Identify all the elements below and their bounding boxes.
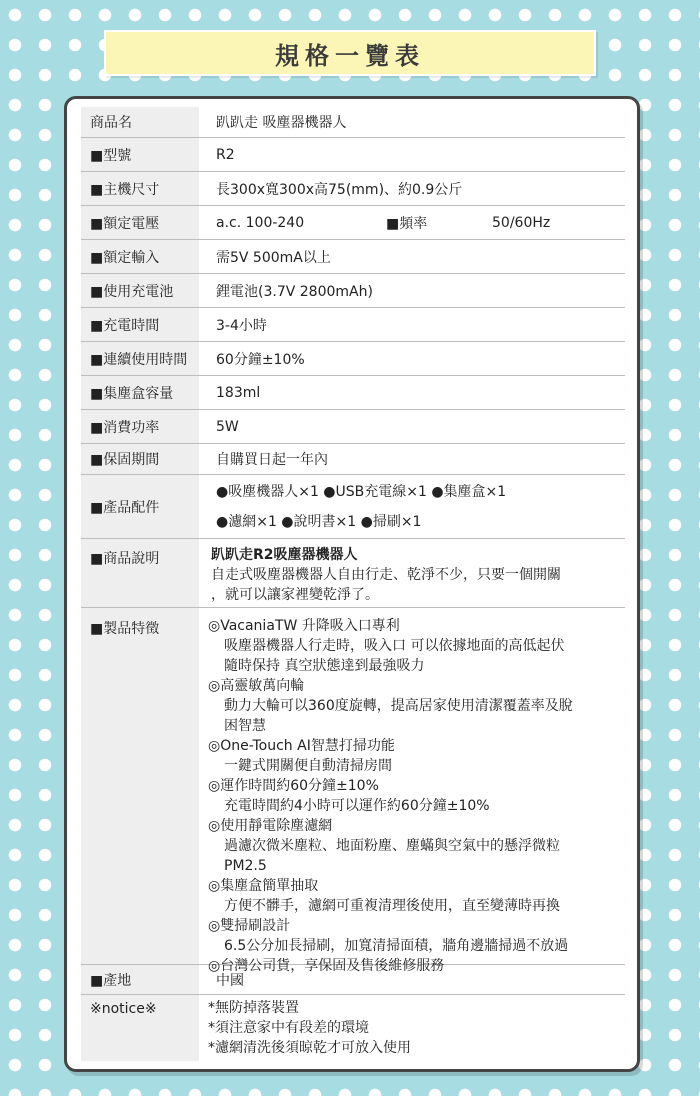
row-value: 自購買日起一年內	[216, 452, 328, 468]
description-line: 自走式吸塵器機器人自由行走、乾淨不少，只要一個開關	[211, 567, 561, 583]
feature-line: 方便不髒手，濾網可重複清理後使用，直至變薄時再換	[224, 898, 560, 914]
accessories-line: ●濾網×1 ●說明書×1 ●掃刷×1	[216, 513, 422, 530]
row-label: ■使用充電池	[81, 274, 199, 307]
feature-title: ◎高靈敏萬向輪	[208, 678, 305, 694]
spec-card	[64, 96, 640, 1072]
feature-line: PM2.5	[224, 858, 267, 874]
row-value: R2	[216, 146, 235, 163]
table-row	[81, 342, 625, 376]
row-label: ■型號	[81, 138, 199, 171]
row-value	[199, 539, 625, 607]
feature-title: ◎VacaniaTW 升降吸入口專利	[208, 618, 400, 634]
title-banner	[104, 30, 596, 76]
notice-row	[81, 995, 625, 1061]
feature-line: 困智慧	[224, 718, 266, 734]
description-heading: 趴趴走R2吸塵器機器人	[211, 547, 358, 563]
table-row	[81, 308, 625, 342]
row-label: ■充電時間	[81, 308, 199, 341]
row-label: ■額定輸入	[81, 240, 199, 273]
row-value: 鋰電池(3.7V 2800mAh)	[216, 283, 373, 300]
row-label: ■主機尺寸	[81, 172, 199, 205]
row-value: 183ml	[216, 384, 261, 401]
row-value: 長300x寬300x高75(mm)、約0.9公斤	[216, 181, 463, 198]
accessories-row	[81, 475, 625, 539]
table-row	[81, 172, 625, 206]
row-value: 3-4小時	[216, 317, 267, 334]
notice-line: *須注意家中有段差的環境	[208, 1020, 369, 1036]
table-row	[81, 274, 625, 308]
row-label: 商品名	[81, 107, 199, 137]
feature-title: ◎雙掃刷設計	[208, 918, 291, 934]
feature-title: ◎台灣公司貨，享保固及售後維修服務	[208, 958, 445, 974]
feature-line: 吸塵器機器人行走時，吸入口 可以依據地面的高低起伏	[224, 638, 565, 654]
row-label: ■製品特徵	[81, 608, 199, 964]
row-label: ■消費功率	[81, 410, 199, 443]
description-line: ，就可以讓家裡變乾淨了。	[211, 587, 379, 603]
table-row	[81, 410, 625, 444]
feature-title: ◎One-Touch AI智慧打掃功能	[208, 738, 395, 754]
row-value	[199, 475, 625, 538]
table-row	[81, 138, 625, 172]
row-label: ■集塵盒容量	[81, 376, 199, 409]
frequency-value: 50/60Hz	[492, 214, 551, 231]
table-row	[81, 376, 625, 410]
feature-title: ◎運作時間約60分鐘±10%	[208, 778, 379, 794]
feature-line: 動力大輪可以360度旋轉，提高居家使用清潔覆蓋率及脫	[224, 698, 573, 714]
accessories-line: ●吸塵機器人×1 ●USB充電線×1 ●集塵盒×1	[216, 483, 507, 500]
row-label: ■商品說明	[81, 539, 199, 607]
row-value: 中國	[216, 972, 244, 989]
feature-line: 過濾次微米塵粒、地面粉塵、塵蟎與空氣中的懸浮微粒	[224, 838, 560, 854]
row-label: ※notice※	[81, 995, 199, 1061]
row-value: 60分鐘±10%	[216, 351, 305, 368]
origin-row	[81, 965, 625, 995]
feature-line: 隨時保持 真空狀態達到最強吸力	[224, 658, 425, 674]
feature-title: ◎使用靜電除塵濾網	[208, 818, 333, 834]
table-row	[81, 206, 625, 240]
notice-line: *無防掉落裝置	[208, 1000, 299, 1016]
row-value	[199, 608, 625, 974]
feature-line: 一鍵式開關便自動清掃房間	[224, 758, 392, 774]
row-label: ■產品配件	[81, 475, 199, 538]
row-label: ■產地	[81, 965, 199, 994]
table-row	[81, 240, 625, 274]
row-value	[199, 206, 625, 239]
features-row	[81, 608, 625, 974]
notice-line: *濾網清洗後須晾乾才可放入使用	[208, 1040, 411, 1056]
description-row	[81, 539, 625, 608]
row-label: ■連續使用時間	[81, 342, 199, 375]
row-value: 5W	[216, 418, 239, 435]
table-row	[81, 444, 625, 475]
row-value	[199, 995, 625, 1061]
feature-line: 充電時間約4小時可以運作約60分鐘±10%	[224, 798, 490, 814]
row-value: 需5V 500mA以上	[216, 249, 331, 266]
row-label: ■保固期間	[81, 444, 199, 474]
page-title: 規格一覽表	[275, 41, 425, 70]
voltage-value: a.c. 100-240	[216, 214, 305, 231]
feature-title: ◎集塵盒簡單抽取	[208, 878, 319, 894]
row-value: 趴趴走 吸塵器機器人	[216, 115, 347, 131]
frequency-label: ■頻率	[386, 215, 428, 232]
feature-line: 6.5公分加長掃刷，加寬清掃面積，牆角邊牆掃過不放過	[224, 938, 569, 954]
table-row	[81, 107, 625, 138]
row-label: ■額定電壓	[81, 206, 199, 239]
